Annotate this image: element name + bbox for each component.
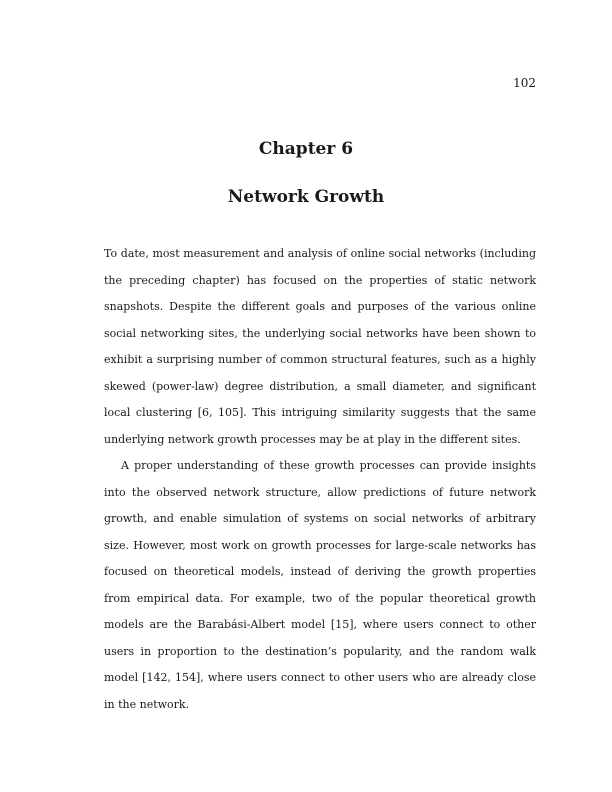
paragraph: To date, most measurement and analysis of online social networks (including the preceding chapter) has focused on the properties of static network snapshots. Despite the different goals and purposes of the various online social networking sites, the underlying social networks have been shown to exhibit a surprising number of common structural features, such as a highly skewed (power-law) degree distribution, a small diameter, and significant local clustering [6, 105]. This intriguing similarity suggests that the same underlying network growth processes may be at play in the different sites.: [104, 247, 536, 446]
page-number: 102: [513, 76, 536, 90]
chapter-label: Chapter 6: [258, 139, 354, 159]
body-text: [104, 241, 536, 718]
paragraph: A proper understanding of these growth processes can provide insights into the observed network structure, allow predictions of future network growth, and enable simulation of systems on social networks of arbitrary size. However, most work on growth processes for large-scale networks has focused on theoretical models, instead of deriving the growth properties from empirical data. For example, two of the popular theoretical growth models are the Barabási-Albert model [15], where users connect to other users in proportion to the destination’s popularity, and the random walk model [142, 154], where users connect to other users who are already close in the network.: [104, 459, 536, 711]
chapter-title: Network Growth: [227, 187, 385, 207]
